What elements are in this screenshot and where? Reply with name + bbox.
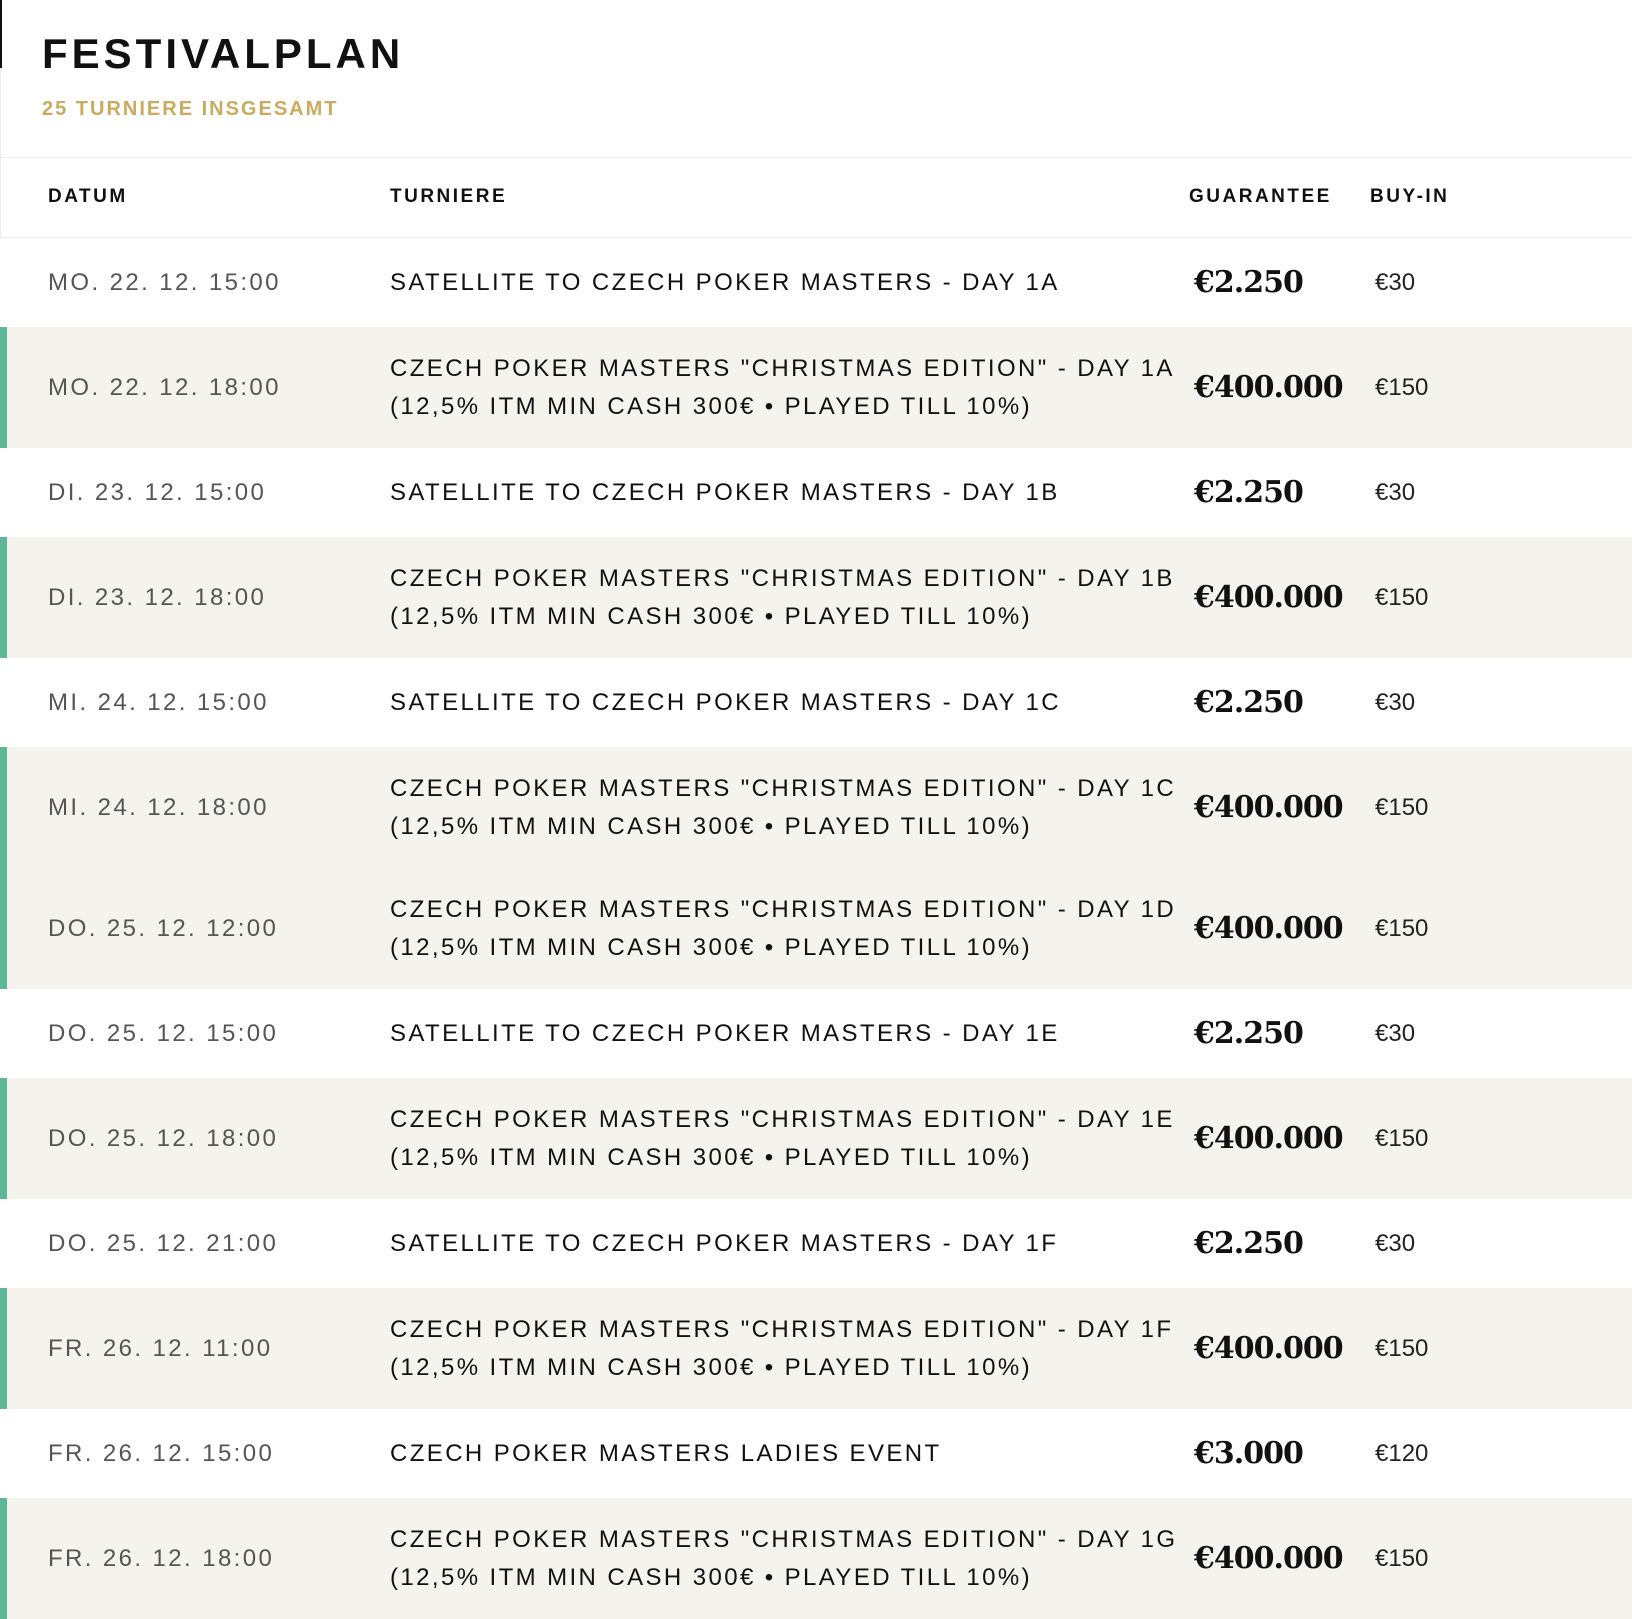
table-header: [0, 157, 1632, 238]
row-date: DO. 25. 12. 15:00: [48, 1019, 279, 1047]
column-header-date[interactable]: DATUM: [48, 186, 128, 207]
row-date: DI. 23. 12. 18:00: [48, 583, 267, 611]
tournament-name: CZECH POKER MASTERS "CHRISTMAS EDITION" - DAY 1A: [390, 354, 1175, 382]
row-date: FR. 26. 12. 15:00: [48, 1439, 275, 1467]
schedule-table: [0, 157, 1632, 1619]
tournament-name: SATELLITE TO CZECH POKER MASTERS - DAY 1C: [390, 688, 1061, 716]
tournament-name: CZECH POKER MASTERS "CHRISTMAS EDITION" - DAY 1E: [390, 1105, 1175, 1133]
page-title: FESTIVALPLAN: [42, 30, 405, 77]
row-tournament: [390, 1498, 1178, 1619]
row-date: MO. 22. 12. 18:00: [48, 373, 281, 401]
row-guarantee: €400.000: [1194, 1331, 1343, 1366]
row-tournament: [390, 747, 1177, 868]
row-buyin: €150: [1375, 373, 1429, 401]
tournament-detail: (12,5% ITM MIN CASH 300€ • PLAYED TILL 10%): [390, 812, 1033, 840]
table-row[interactable]: [0, 448, 1632, 537]
tournament-name: SATELLITE TO CZECH POKER MASTERS - DAY 1B: [390, 478, 1060, 506]
tournament-count: 25 TURNIERE INSGESAMT: [42, 98, 339, 120]
table-row[interactable]: [0, 1199, 1632, 1288]
tournament-name: CZECH POKER MASTERS "CHRISTMAS EDITION" - DAY 1G: [390, 1525, 1178, 1553]
row-guarantee: €2.250: [1194, 1016, 1303, 1051]
row-buyin: €30: [1375, 1229, 1416, 1257]
row-tournament: [390, 1199, 1170, 1288]
row-buyin: €150: [1375, 914, 1429, 942]
tournament-name: SATELLITE TO CZECH POKER MASTERS - DAY 1E: [390, 1019, 1060, 1047]
table-row[interactable]: [0, 238, 1632, 327]
row-guarantee: €400.000: [1194, 370, 1343, 405]
row-tournament: [390, 1409, 1170, 1498]
row-guarantee: €400.000: [1194, 580, 1343, 615]
row-guarantee: €400.000: [1194, 1541, 1343, 1576]
tournament-name: CZECH POKER MASTERS LADIES EVENT: [390, 1439, 942, 1467]
row-date: MO. 22. 12. 15:00: [48, 268, 281, 296]
row-guarantee: €2.250: [1194, 685, 1303, 720]
row-buyin: €30: [1375, 478, 1416, 506]
column-header-tournament[interactable]: TURNIERE: [390, 186, 508, 207]
row-buyin: €120: [1375, 1439, 1429, 1467]
tournament-name: CZECH POKER MASTERS "CHRISTMAS EDITION" - DAY 1B: [390, 564, 1175, 592]
tournament-name: CZECH POKER MASTERS "CHRISTMAS EDITION" - DAY 1D: [390, 895, 1177, 923]
row-guarantee: €3.000: [1194, 1436, 1303, 1471]
row-tournament: [390, 868, 1177, 989]
left-edge-rule: [0, 0, 2, 68]
row-guarantee: €400.000: [1194, 1121, 1343, 1156]
row-date: DI. 23. 12. 15:00: [48, 478, 267, 506]
table-row[interactable]: [0, 537, 1632, 658]
row-date: FR. 26. 12. 18:00: [48, 1544, 275, 1572]
row-date: DO. 25. 12. 18:00: [48, 1124, 279, 1152]
tournament-name: CZECH POKER MASTERS "CHRISTMAS EDITION" - DAY 1C: [390, 774, 1177, 802]
row-tournament: [390, 989, 1170, 1078]
row-tournament: [390, 537, 1175, 658]
table-row[interactable]: [0, 327, 1632, 448]
tournament-detail: (12,5% ITM MIN CASH 300€ • PLAYED TILL 10%): [390, 602, 1033, 630]
tournament-name: CZECH POKER MASTERS "CHRISTMAS EDITION" - DAY 1F: [390, 1315, 1174, 1343]
tournament-name: SATELLITE TO CZECH POKER MASTERS - DAY 1F: [390, 1229, 1059, 1257]
table-row[interactable]: [0, 868, 1632, 989]
row-date: DO. 25. 12. 21:00: [48, 1229, 279, 1257]
table-row[interactable]: [0, 658, 1632, 747]
row-tournament: [390, 327, 1175, 448]
tournament-detail: (12,5% ITM MIN CASH 300€ • PLAYED TILL 10%): [390, 392, 1033, 420]
row-guarantee: €2.250: [1194, 265, 1303, 300]
row-tournament: [390, 658, 1170, 747]
row-guarantee: €2.250: [1194, 1226, 1303, 1261]
row-buyin: €30: [1375, 268, 1416, 296]
row-buyin: €150: [1375, 583, 1429, 611]
tournament-detail: (12,5% ITM MIN CASH 300€ • PLAYED TILL 10%): [390, 1353, 1033, 1381]
row-date: MI. 24. 12. 15:00: [48, 688, 269, 716]
table-row[interactable]: [0, 1498, 1632, 1619]
row-guarantee: €2.250: [1194, 475, 1303, 510]
row-date: MI. 24. 12. 18:00: [48, 793, 269, 821]
table-row[interactable]: [0, 1078, 1632, 1199]
table-row[interactable]: [0, 1288, 1632, 1409]
table-row[interactable]: [0, 747, 1632, 868]
row-guarantee: €400.000: [1194, 790, 1343, 825]
row-tournament: [390, 448, 1170, 537]
column-header-guarantee[interactable]: GUARANTEE: [1189, 186, 1332, 207]
row-tournament: [390, 238, 1170, 327]
row-tournament: [390, 1288, 1174, 1409]
row-buyin: €30: [1375, 1019, 1416, 1047]
row-date: FR. 26. 12. 11:00: [48, 1334, 273, 1362]
row-buyin: €150: [1375, 1124, 1429, 1152]
row-buyin: €150: [1375, 1334, 1429, 1362]
row-guarantee: €400.000: [1194, 911, 1343, 946]
table-row[interactable]: [0, 1409, 1632, 1498]
tournament-name: SATELLITE TO CZECH POKER MASTERS - DAY 1A: [390, 268, 1060, 296]
table-row[interactable]: [0, 989, 1632, 1078]
tournament-detail: (12,5% ITM MIN CASH 300€ • PLAYED TILL 10%): [390, 933, 1033, 961]
row-date: DO. 25. 12. 12:00: [48, 914, 279, 942]
tournament-detail: (12,5% ITM MIN CASH 300€ • PLAYED TILL 10%): [390, 1563, 1033, 1591]
row-buyin: €150: [1375, 1544, 1429, 1572]
column-header-buyin[interactable]: BUY-IN: [1370, 186, 1450, 207]
tournament-detail: (12,5% ITM MIN CASH 300€ • PLAYED TILL 10%): [390, 1143, 1033, 1171]
row-buyin: €150: [1375, 793, 1429, 821]
row-tournament: [390, 1078, 1175, 1199]
row-buyin: €30: [1375, 688, 1416, 716]
